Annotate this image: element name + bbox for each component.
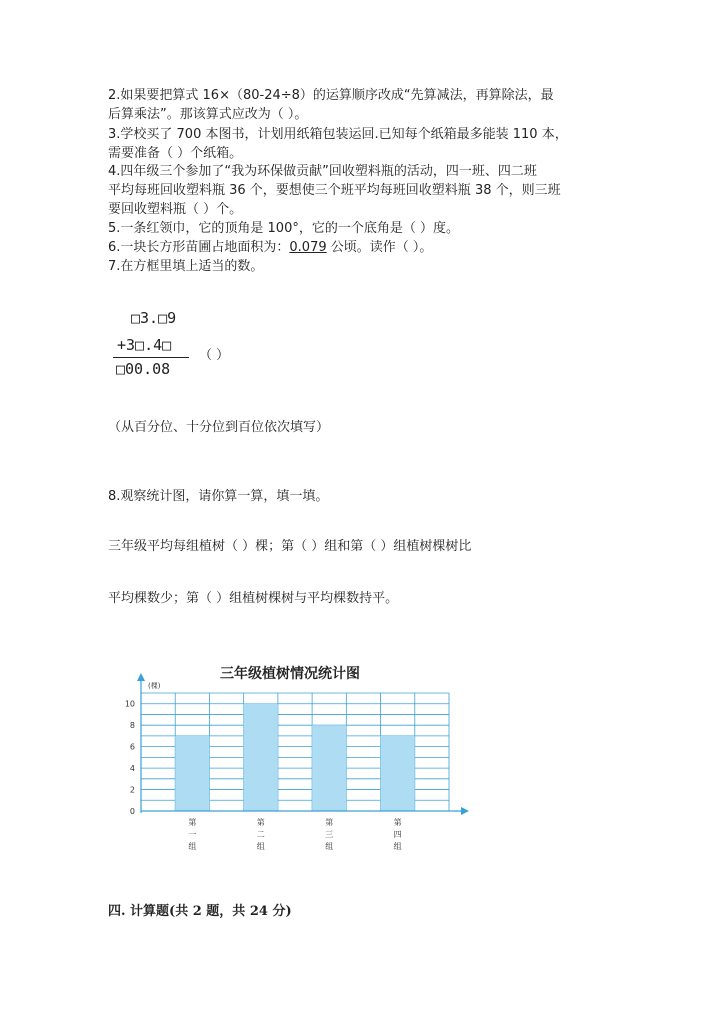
q3-line1: 3.学校买了 700 本图书，计划用纸箱包装运回.已知每个纸箱最多能装 110 本，	[108, 127, 568, 142]
q8-line2: 平均棵数少；第（ ）组植树棵树与平均棵数持平。	[108, 591, 399, 606]
q6-prefix: 6.一块长方形苗圃占地面积为：	[108, 240, 290, 255]
x-tick-label: 第	[256, 818, 265, 827]
calc-row2: +3□.4□	[117, 336, 172, 354]
y-tick-label: 0	[129, 807, 135, 816]
chart-bar	[244, 704, 278, 811]
chart-title: 三年级植树情况统计图	[220, 666, 360, 682]
q4-line2: 平均每班回收塑料瓶 36 个，要想使三个班平均每班回收塑料瓶 38 个，则三班	[108, 183, 561, 198]
x-tick-label: 组	[188, 842, 197, 851]
x-tick-label: 三	[325, 830, 334, 839]
x-tick-label: 一	[188, 830, 197, 839]
q5: 5.一条红领巾，它的顶角是 100°，它的一个底角是（ ）度。	[108, 221, 459, 236]
calc-row3: □00.08	[116, 360, 171, 378]
y-tick-label: 8	[129, 721, 135, 731]
x-tick-label: 四	[393, 830, 402, 839]
q8-line1: 三年级平均每组植树（ ）棵；第（ ）组和第（ ）组植树棵树比	[108, 539, 472, 554]
q6-number: 0.079	[289, 240, 327, 255]
q3-line2: 需要准备（ ）个纸箱。	[108, 146, 243, 161]
q2-line1: 2.如果要把算式 16×（80-24÷8）的运算顺序改成“先算减法，再算除法，最	[108, 88, 554, 103]
x-tick-label: 第	[325, 818, 334, 827]
y-axis-arrow	[137, 673, 145, 681]
x-tick-label: 第	[393, 818, 402, 827]
y-tick-label: 4	[129, 764, 135, 774]
calc-row1: □3.□9	[131, 309, 177, 327]
q2-line2: 后算乘法”。那该算式应改为（ ）。	[108, 107, 308, 122]
y-tick-label: 10	[124, 699, 135, 709]
chart-bar	[175, 736, 209, 811]
chart-bar	[381, 736, 415, 811]
q7: 7.在方框里填上适当的数。	[108, 259, 264, 274]
x-tick-label: 第	[188, 818, 197, 827]
x-tick-label: 组	[256, 842, 265, 851]
y-axis-label: (棵)	[148, 682, 161, 690]
q4-line1: 4.四年级三个参加了“我为环保做贡献”回收塑料瓶的活动，四一班、四二班	[108, 164, 537, 179]
x-axis-arrow	[461, 807, 469, 815]
q6-suffix: 公顷。读作（ ）。	[326, 240, 433, 255]
x-tick-label: 组	[325, 842, 334, 851]
y-tick-label: 6	[129, 742, 135, 752]
q4-line3: 要回收塑料瓶（ ）个。	[108, 202, 243, 217]
calc-answer-blank: （ ）	[199, 348, 230, 363]
chart-bar	[312, 725, 346, 811]
x-tick-label: 二	[256, 830, 265, 839]
calc-note: （从百分位、十分位到百位依次填写）	[108, 420, 330, 435]
section-title: 四. 计算题(共 2 题，共 24 分)	[108, 904, 292, 919]
q8: 8.观察统计图，请你算一算，填一填。	[108, 489, 329, 504]
y-tick-label: 2	[129, 785, 135, 795]
x-tick-label: 组	[393, 842, 402, 851]
